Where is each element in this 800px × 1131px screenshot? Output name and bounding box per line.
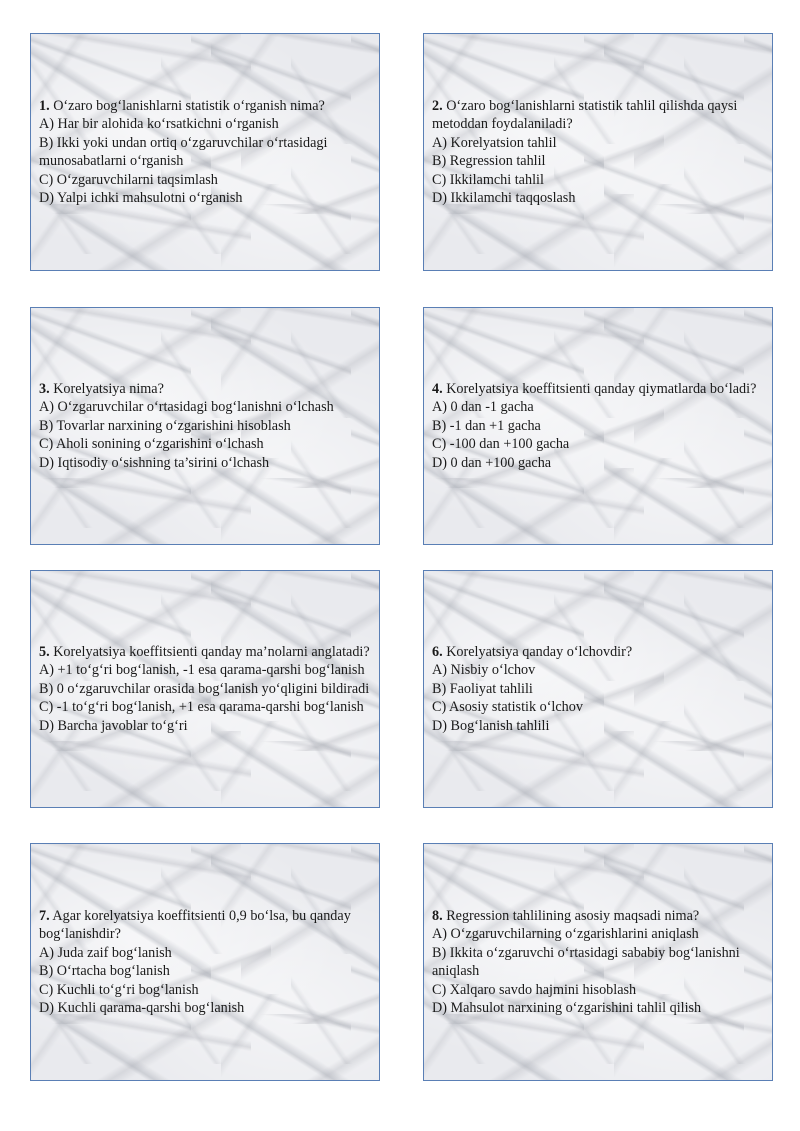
question-card-8 [423,843,773,1081]
question-text [432,643,764,662]
card-text [39,844,371,1080]
option-b: B) 0 o‘zgaruvchilar orasida bog‘lanish yo‘qligini bildiradi [39,680,370,697]
option-a: A) Har bir alohida ko‘rsatkichni o‘rganish [39,116,279,132]
question-text [432,380,764,399]
question-card-5 [30,570,380,808]
option-c: C) Kuchli to‘g‘ri bog‘lanish [39,981,199,998]
question-body: Korelyatsiya qanday o‘lchovdir? [442,643,633,660]
question-number: 1. [39,97,50,114]
card-text [432,34,764,270]
option-d: D) Ikkilamchi taqqoslash [432,190,576,206]
question-text [39,380,371,399]
option-b: B) Ikkita o‘zgaruvchi o‘rtasidagi sababiy bog‘lanishni aniqlash [432,944,740,979]
option-b: B) O‘rtacha bog‘lanish [39,963,170,979]
question-text [432,907,764,926]
question-number: 5. [39,643,50,660]
option-d: D) Iqtisodiy o‘sishning ta’sirini o‘lchash [39,454,270,471]
question-number: 3. [39,380,50,397]
option-c: C) Xalqaro savdo hajmini hisoblash [432,981,637,998]
option-c: C) Asosiy statistik o‘lchov [432,699,583,716]
question-card-6 [423,570,773,808]
question-card-7 [30,843,380,1081]
question-number: 7. [39,907,50,924]
option-d: D) Barcha javoblar to‘g‘ri [39,717,188,734]
option-a: A) Nisbiy o‘lchov [432,662,536,679]
question-number: 4. [432,380,443,397]
option-d: D) 0 dan +100 gacha [432,454,552,471]
question-body: O‘zaro bog‘lanishlarni statistik tahlil qilishda qaysi metoddan foydalaniladi? [432,97,738,132]
option-d: D) Bog‘lanish tahlili [432,717,550,734]
question-number: 8. [432,907,443,924]
question-body: Regression tahlilining asosiy maqsadi nima? [442,907,700,924]
question-card-2 [423,33,773,271]
option-a: A) O‘zgaruvchilarning o‘zgarishlarini aniqlash [432,926,699,942]
option-d: D) Yalpi ichki mahsulotni o‘rganish [39,190,243,206]
option-c: C) O‘zgaruvchilarni taqsimlash [39,171,218,188]
question-card-4 [423,307,773,545]
card-text [39,34,371,270]
option-c: C) Ikkilamchi tahlil [432,171,544,188]
option-c: C) -1 to‘g‘ri bog‘lanish, +1 esa qarama-qarshi bog‘lanish [39,699,364,716]
question-body: O‘zaro bog‘lanishlarni statistik o‘rganish nima? [49,97,325,114]
option-d: D) Mahsulot narxining o‘zgarishini tahlil qilish [432,1000,702,1016]
option-b: B) Faoliyat tahlili [432,680,533,697]
option-a: A) Juda zaif bog‘lanish [39,944,172,961]
question-text [39,97,371,116]
question-number: 6. [432,643,443,660]
question-body: Korelyatsiya nima? [49,380,164,397]
question-number: 2. [432,97,443,114]
question-card-3 [30,307,380,545]
card-text [432,571,764,807]
question-card-1 [30,33,380,271]
option-b: B) -1 dan +1 gacha [432,417,541,434]
card-text [432,308,764,544]
option-d: D) Kuchli qarama-qarshi bog‘lanish [39,1000,245,1016]
option-b: B) Regression tahlil [432,153,546,169]
option-c: C) Aholi sonining o‘zgarishini o‘lchash [39,436,264,453]
option-a: A) 0 dan -1 gacha [432,399,534,416]
question-body: Agar korelyatsiya koeffitsienti 0,9 bo‘lsa, bu qanday bog‘lanishdir? [39,907,351,942]
option-b: B) Ikki yoki undan ortiq o‘zgaruvchilar o‘rtasidagi munosabatlarni o‘rganish [39,134,328,169]
question-text [432,97,764,134]
question-text [39,643,371,662]
option-b: B) Tovarlar narxining o‘zgarishini hisoblash [39,417,291,434]
option-a: A) +1 to‘g‘ri bog‘lanish, -1 esa qarama-qarshi bog‘lanish [39,662,365,679]
option-a: A) O‘zgaruvchilar o‘rtasidagi bog‘lanishni o‘lchash [39,399,334,416]
card-text [39,571,371,807]
option-a: A) Korelyatsion tahlil [432,134,557,151]
question-text [39,907,371,944]
question-body: Korelyatsiya koeffitsienti qanday ma’nolarni anglatadi? [49,643,370,660]
card-text [39,308,371,544]
card-text [432,844,764,1080]
question-body: Korelyatsiya koeffitsienti qanday qiymatlarda bo‘ladi? [442,380,757,397]
option-c: C) -100 dan +100 gacha [432,436,570,453]
